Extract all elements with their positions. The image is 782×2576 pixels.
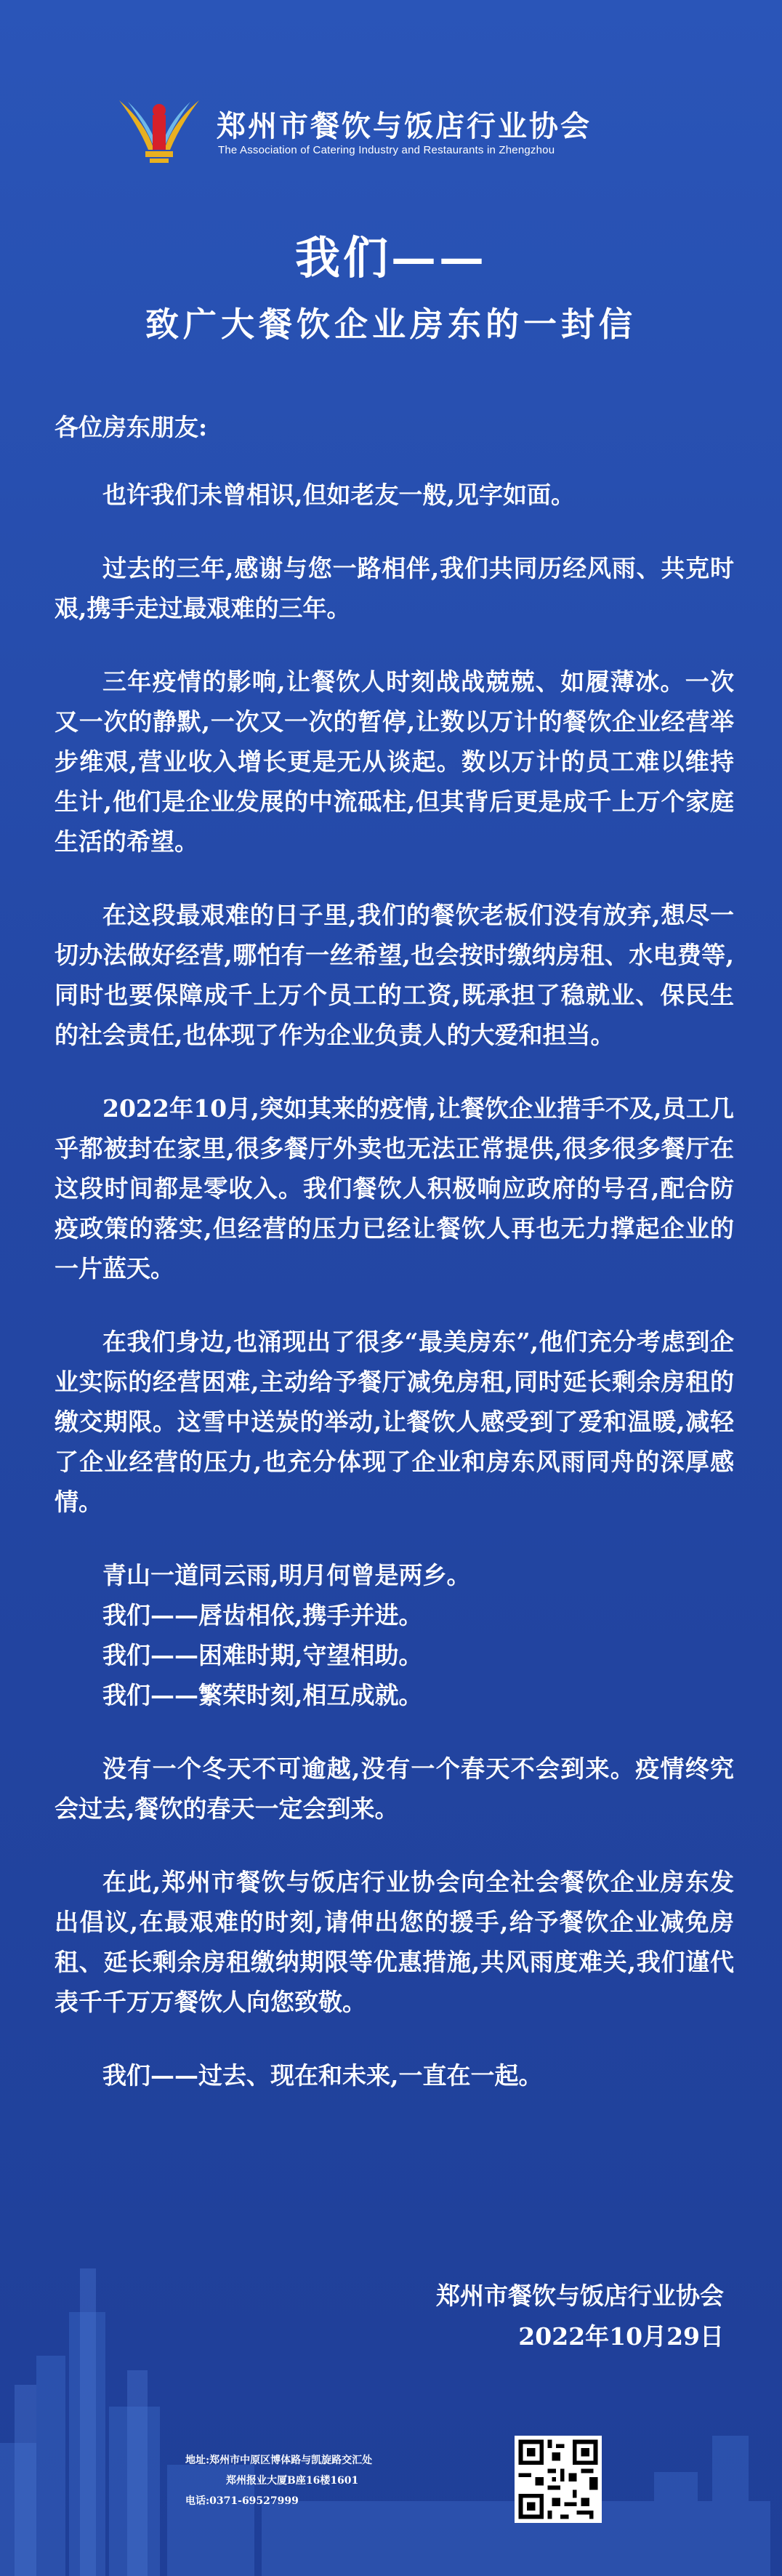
org-name-en: The Association of Catering Industry and Restaurants in Zhengzhou (218, 144, 555, 156)
paragraph: 在此,郑州市餐饮与饭店行业协会向全社会餐饮企业房东发出倡议,在最艰难的时刻,请伸出您的援手,给予餐饮企业减免房租、延长剩余房租缴纳期限等优惠措施,共风雨度难关,我们谨代表千千万万餐饮人向您致敬。 (55, 1868, 734, 2016)
org-name-cn: 郑州市餐饮与饭店行业协会 (217, 109, 592, 143)
poem-line: 我们——唇齿相依,携手并进。 (102, 1601, 423, 1629)
greeting: 各位房东朋友: (55, 413, 208, 441)
page-title: 我们—— (294, 231, 487, 284)
poem-line: 青山一道同云雨,明月何曾是两乡。 (102, 1561, 471, 1589)
paragraph: 在这段最艰难的日子里,我们的餐饮老板们没有放弃,想尽一切办法做好经营,哪怕有一丝希望,也会按时缴纳房租、水电费等,同时也要保障成千上万个员工的工资,既承担了稳就业、保民生的社会责任,也体现了作为企业负责人的大爱和担当。 (55, 901, 734, 1049)
paragraph: 也许我们未曾相识,但如老友一般,见字如面。 (102, 481, 575, 509)
association-logo-icon (116, 93, 202, 166)
paragraph: 没有一个冬天不可逾越,没有一个春天不会到来。疫情终究会过去,餐饮的春天一定会到来。 (55, 1754, 734, 1823)
footer-address: 地址:郑州市中原区博体路与凯旋路交汇处 (185, 2455, 373, 2466)
signature-org: 郑州市餐饮与饭店行业协会 (436, 2282, 724, 2310)
org-header (116, 87, 698, 167)
qr-code-icon[interactable] (515, 2436, 602, 2523)
paragraph: 2022年10月,突如其来的疫情,让餐饮企业措手不及,员工几乎都被封在家里,很多餐厅外卖也无法正常提供,很多很多餐厅在这段时间都是零收入。我们餐饮人积极响应政府的号召,配合防疫政策的落实,但经营的压力已经让餐饮人再也无力撑起企业的一片蓝天。 (55, 1094, 734, 1283)
paragraph: 三年疫情的影响,让餐饮人时刻战战兢兢、如履薄冰。一次又一次的静默,一次又一次的暂停,让数以万计的餐饮企业经营举步维艰,营业收入增长更是无从谈起。数以万计的员工难以维持生计,他们是企业发展的中流砥柱,但其背后更是成千上万个家庭生活的希望。 (55, 667, 734, 856)
signature-date: 2022年10月29日 (518, 2322, 724, 2351)
footer-address-2: 郑州报业大厦B座16楼1601 (226, 2475, 359, 2487)
closing-line: 我们——过去、现在和未来,一直在一起。 (102, 2061, 543, 2090)
page-subtitle: 致广大餐饮企业房东的一封信 (145, 305, 637, 344)
city-skyline-decoration (0, 2225, 782, 2576)
poem-line: 我们——繁荣时刻,相互成就。 (102, 1681, 423, 1709)
paragraph: 过去的三年,感谢与您一路相伴,我们共同历经风雨、共克时艰,携手走过最艰难的三年。 (55, 554, 734, 622)
poem-line: 我们——困难时期,守望相助。 (102, 1641, 423, 1669)
footer-contact (185, 2450, 372, 2511)
poem-block (55, 1555, 734, 1715)
footer-phone: 电话:0371-69527999 (185, 2495, 299, 2507)
letter-body (55, 407, 734, 2095)
paragraph: 在我们身边,也涌现出了很多“最美房东”,他们充分考虑到企业实际的经营困难,主动给予餐厅减免房租,同时延长剩余房租的缴交期限。这雪中送炭的举动,让餐饮人感受到了爱和温暖,减轻了企业经营的压力,也充分体现了企业和房东风雨同舟的深厚感情。 (55, 1328, 734, 1516)
